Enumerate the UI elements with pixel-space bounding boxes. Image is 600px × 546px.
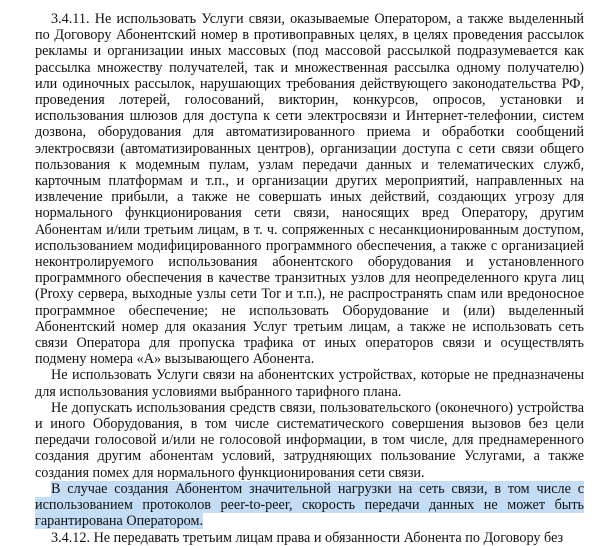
paragraph-no-interference: Не допускать использования средств связи, пользовательского (оконечного) устройства и иного Оборудования, в том числе систематического совершения вызовов без цели передачи голосовой и/или не голосовой информации, в том числе, для преднамеренного создания другим абонентам условий, затрудняющих пользование Услугами, а также создания помех для нормального функционирования сети связи. xyxy=(35,399,584,481)
paragraph-3-4-11: 3.4.11. Не использовать Услуги связи, оказываемые Оператором, а также выделенный по Договору Абонентский номер в противоправных целях, в целях проведения рассылок рекламы и организации иных массовых (под массовой рассылкой подразумевается как рассылка множеству получателей, так и множественная рассылка одному получателю) или одиночных рассылок, нарушающих требования действующего законодательства РФ, проведения лотерей, голосований, викторин, конкурсов, опросов, установки и использования шлюзов для доступа к сети электросвязи и Интернет-телефонии, систем дозвона, оборудования для автоматизированного приема и обработки сообщений электросвязи (автоматизированных центров), организации доступа с сети связи общего пользования к модемным пулам, узлам передачи данных и телематических служб, карточным платформам и т.п., и организации других мероприятий, направленных на извлечение прибыли, а также не совершать иных действий, создающих угрозу для нормального функционирования сети связи, наносящих вред Оператору, другим Абонентам и/или третьим лицам, в т. ч. сопряженных с несанкционированным доступом, использованием модифицированного программного обеспечения, а также с организацией неконтролируемого использования абонентского оборудования и установленного программного обеспечения в качестве транзитных узлов для неопределенного круга лиц (Proxy сервера, выходные узлы сети Tor и т.п.), не распространять спам или вредоносное программное обеспечение; не использовать Оборудование и (или) выделенный Абонентский номер для оказания Услуг третьим лицам, а также не использовать сеть связи Оператора для пропуска трафика от иных операторов связи и осуществлять подмену номера «А» вызывающего Абонента. xyxy=(35,11,584,368)
highlighted-text: В случае создания Абонентом значительной нагрузки на сеть связи, в том числе с использованием протоколов peer-to-peer, скорость передачи данных не может быть гарантирована Оператором. xyxy=(35,480,584,530)
paragraph-3-4-12: 3.4.12. Не передавать третьим лицам права и обязанности Абонента по Договору без xyxy=(51,529,564,546)
paragraph-peer-to-peer xyxy=(35,481,584,530)
paragraph-no-abonent-devices: Не использовать Услуги связи на абонентских устройствах, которые не предназначены для использования условиями выбранного тарифного плана. xyxy=(35,367,584,400)
document-body xyxy=(35,11,584,546)
